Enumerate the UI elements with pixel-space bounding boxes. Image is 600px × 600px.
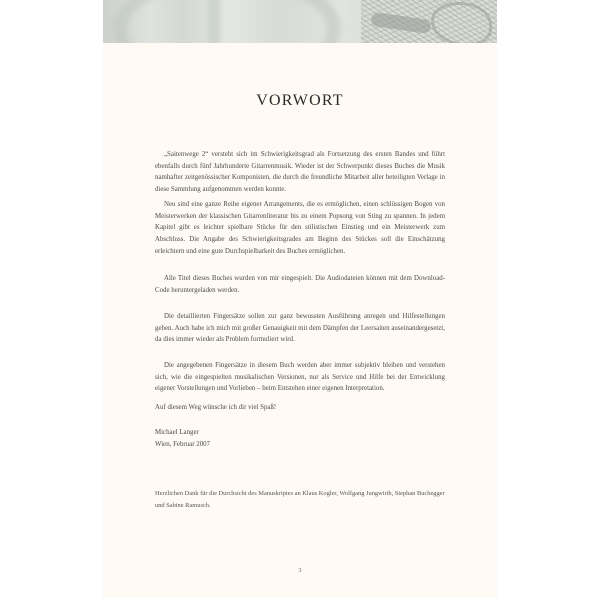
header-illustration — [103, 0, 497, 43]
signature-name: Michael Langer — [155, 429, 199, 436]
closing-line: Auf diesem Weg wünsche ich dir viel Spaß! — [155, 404, 277, 411]
paragraph-2: Neu sind eine ganze Reihe eigener Arrangements, die es ermöglichen, einen schlüssigen Bogen von Meisterwerken der klassischen Gitarrenliteratur bis zu einem Popsong von Sting zu spannen. In jedem Kapitel gibt es leichter spielbare Stücke für den stilistischen Einstieg und ein Meisterwerk zum Abschluss. Die Angabe des Schwierigkeitsgrades am Beginn des Stückes soll die Einschätzung erleichtern und eine gute Durchspielbarkeit des Buches ermöglichen. — [155, 201, 445, 255]
engraving-illustration — [361, 0, 497, 43]
signature-place-date: Wien, Februar 2007 — [155, 441, 211, 448]
paragraph-3: Alle Titel dieses Buches wurden von mir eingespielt. Die Audiodateien können mit dem Download-Code heruntergeladen werden. — [155, 275, 445, 294]
book-page — [103, 0, 497, 598]
paragraph-1: „Saitenwege 2“ versteht sich im Schwierigkeitsgrad als Fortsetzung des ersten Bandes und führt ebenfalls durch fünf Jahrhunderte Gitarrenmusik. Wieder ist der Schwerpunkt dieses Buches die Musik namhafter zeitgenössischer Komponisten, die durch die freundliche Mitarbeit aller beteiligten Verlage in diese Sammlung aufgenommen werden konnte. — [155, 151, 445, 194]
acknowledgement: Herzlichen Dank für die Durchsicht des Manuskriptes an Klaus Kogler, Wolfgang Jungwirth, Stephan Buchegger und Sabine Ramusch. — [155, 490, 445, 509]
paragraph-4: Die detaillierten Fingersätze sollen zur ganz bewussten Ausführung anregen und Hilfestellungen geben. Auch habe ich mich mit großer Genauigkeit mit dem Dämpfen der Leersaiten auseinandergesetzt, da dies immer wieder als Problem formuliert wird. — [155, 313, 445, 344]
paragraph-5: Die angegebenen Fingersätze in diesem Buch werden aber immer subjektiv bleiben und verstehen sich, wie die eingespielten musikalischen Versionen, nur als Service und Hilfe bei der Entwicklung eigener Vorstellungen und Vorlieben – beim Entstehen einer eigenen Interpretation. — [155, 362, 445, 393]
guitar-neck-image — [208, 0, 220, 43]
guitar-image — [113, 0, 341, 43]
page-number: 3 — [298, 567, 302, 574]
page-title: VORWORT — [256, 92, 344, 109]
